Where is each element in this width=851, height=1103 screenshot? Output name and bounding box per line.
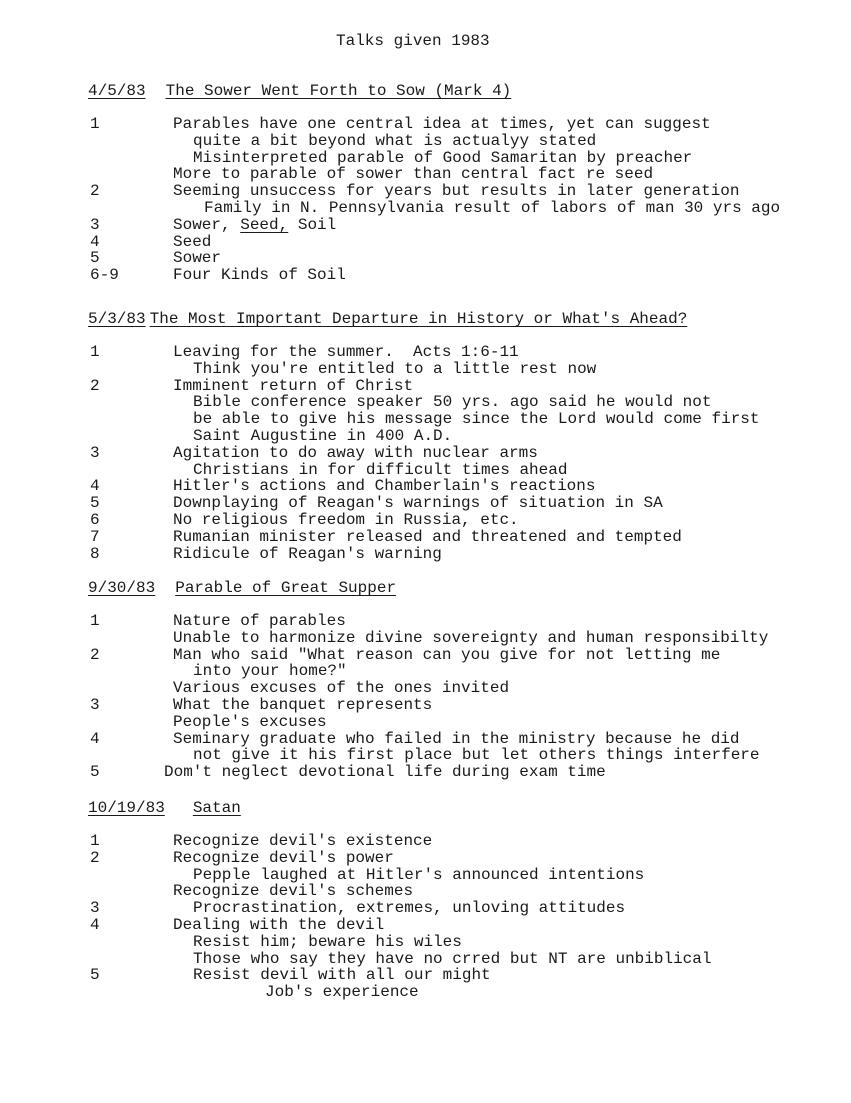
outline-line [88,361,838,378]
outline-line [88,934,838,951]
talk-date: 5/3/83 [88,310,146,328]
point-text: Bible conference speaker 50 yrs. ago said he would not [193,393,712,412]
outline-line [88,462,838,479]
section-heading [88,310,838,332]
point-text: Recognize devil's existence [173,832,433,850]
point-text: Saint Augustine in 400 A.D. [193,426,453,445]
outline-line [88,512,838,529]
outline-line [88,867,838,884]
outline-line [88,116,838,133]
talk-date: 4/5/83 [88,82,146,100]
outline-line [88,850,838,867]
point-text: Various excuses of the ones invited [173,679,510,698]
outline-line [88,630,838,647]
talk-section [88,310,838,562]
point-number: 5 [90,249,100,268]
point-text: Imminent return of Christ [173,376,414,395]
point-text: Rumanian minister released and threatened and tempted [173,527,682,546]
point-text: More to parable of sower than central fact re seed [173,165,654,184]
point-number: 3 [90,899,100,918]
point-text: be able to give his message since the Lord would come first [193,410,760,429]
section-heading [88,799,838,821]
point-text: Those who say they have no crred but NT are unbiblical [193,949,712,968]
point-number: 2 [90,182,100,201]
talk-title: The Most Important Departure in History or What's Ahead? [149,310,688,328]
point-text: Dom't neglect devotional life during exam time [164,763,606,782]
point-text: Hitler's actions and Chamberlain's reactions [173,477,596,496]
outline-line [88,183,838,200]
outline-line [88,680,838,697]
outline-line [88,378,838,395]
outline-line [88,833,838,850]
point-text: Seminary graduate who failed in the ministry because he did [173,729,740,748]
point-text: Resist him; beware his wiles [193,932,462,951]
point-text: Job's experience [265,983,419,1002]
point-number: 2 [90,376,100,395]
outline-line [88,150,838,167]
section-heading [88,579,838,601]
point-text: Seeming unsuccess for years but results in later generation [173,182,740,201]
outline-line [88,697,838,714]
outline-line [88,900,838,917]
outline-line [88,478,838,495]
point-text: Leaving for the summer. Acts 1:6-11 [173,343,519,361]
point-text: Think you're entitled to a little rest now [193,359,597,378]
point-number: 3 [90,695,100,714]
outline-line [88,217,838,234]
point-text: Unable to harmonize divine sovereignty and human responsibilty [173,628,769,647]
point-text: No religious freedom in Russia, etc. [173,510,519,529]
point-text: Sower, Seed, Soil [173,215,337,234]
point-number: 8 [90,544,100,563]
point-number: 2 [90,645,100,664]
point-text: Ridicule of Reagan's warning [173,544,442,563]
point-text: Family in N. Pennsylvania result of labors of man 30 yrs ago [204,198,781,217]
point-text: People's excuses [173,712,327,731]
point-number: 1 [90,832,100,850]
point-number: 3 [90,215,100,234]
point-text: Recognize devil's power [173,848,394,867]
outline-line [88,200,838,217]
point-text: Agitation to do away with nuclear arms [173,443,538,462]
outline-line [88,529,838,546]
point-number: 6-9 [90,266,119,285]
point-text: Christians in for difficult times ahead [193,460,568,479]
outline-line [88,917,838,934]
outline-line [88,747,838,764]
outline-line [88,546,838,563]
point-number: 7 [90,527,100,546]
outline-line [88,883,838,900]
point-number: 3 [90,443,100,462]
point-text: Seed [173,232,212,251]
outline-line [88,967,838,984]
point-text: Downplaying of Reagan's warnings of situation in SA [173,494,663,513]
point-number: 5 [90,966,100,985]
outline-line [88,411,838,428]
point-number: 4 [90,232,100,251]
point-text: into your home?" [193,662,347,681]
talk-section [88,82,838,284]
outline-line [88,166,838,183]
point-text: Dealing with the devil [173,915,385,934]
outline-line [88,250,838,267]
point-text: quite a bit beyond what is actualyy stated [193,131,597,150]
point-number: 4 [90,477,100,496]
point-text: Man who said "What reason can you give for not letting me [173,645,721,664]
outline-line [88,613,838,630]
outline-line [88,731,838,748]
outline-line [88,344,838,361]
talk-section [88,799,838,1001]
outline-line [88,764,838,781]
point-number: 4 [90,729,100,748]
talk-title: Parable of Great Supper [175,579,397,597]
outline-line [88,984,838,1001]
point-text: Sower [173,249,222,268]
point-text: Procrastination, extremes, unloving attitudes [193,899,626,918]
talk-date: 10/19/83 [88,799,165,817]
point-number: 1 [90,115,100,133]
outline-line [88,133,838,150]
outline-line [88,428,838,445]
talk-date: 9/30/83 [88,579,156,597]
point-text: Pepple laughed at Hitler's announced intentions [193,865,645,884]
outline-line [88,267,838,284]
talk-title: The Sower Went Forth to Sow (Mark 4) [165,82,512,100]
point-text: What the banquet represents [173,695,433,714]
point-text: Parables have one central idea at times, yet can suggest [173,115,711,133]
outline-line [88,663,838,680]
outline-line [88,714,838,731]
point-number: 1 [90,343,100,361]
point-number: 6 [90,510,100,529]
point-text: Recognize devil's schemes [173,882,414,901]
outline-line [88,394,838,411]
point-text: Four Kinds of Soil [173,266,346,285]
point-text: Nature of parables [173,612,346,630]
point-text: Resist devil with all our might [193,966,491,985]
point-number: 2 [90,848,100,867]
talk-title: Satan [192,799,241,817]
point-number: 5 [90,763,100,782]
point-number: 4 [90,915,100,934]
point-text: not give it his first place but let others things interfere [193,746,760,765]
point-number: 1 [90,612,100,630]
outline-line [88,647,838,664]
talk-section [88,579,838,781]
outline-line [88,495,838,512]
point-number: 5 [90,494,100,513]
point-text: Misinterpreted parable of Good Samaritan by preacher [193,148,693,167]
page-title: Talks given 1983 [336,32,490,50]
outline-line [88,234,838,251]
outline-line [88,445,838,462]
outline-line [88,951,838,968]
section-heading [88,82,838,104]
